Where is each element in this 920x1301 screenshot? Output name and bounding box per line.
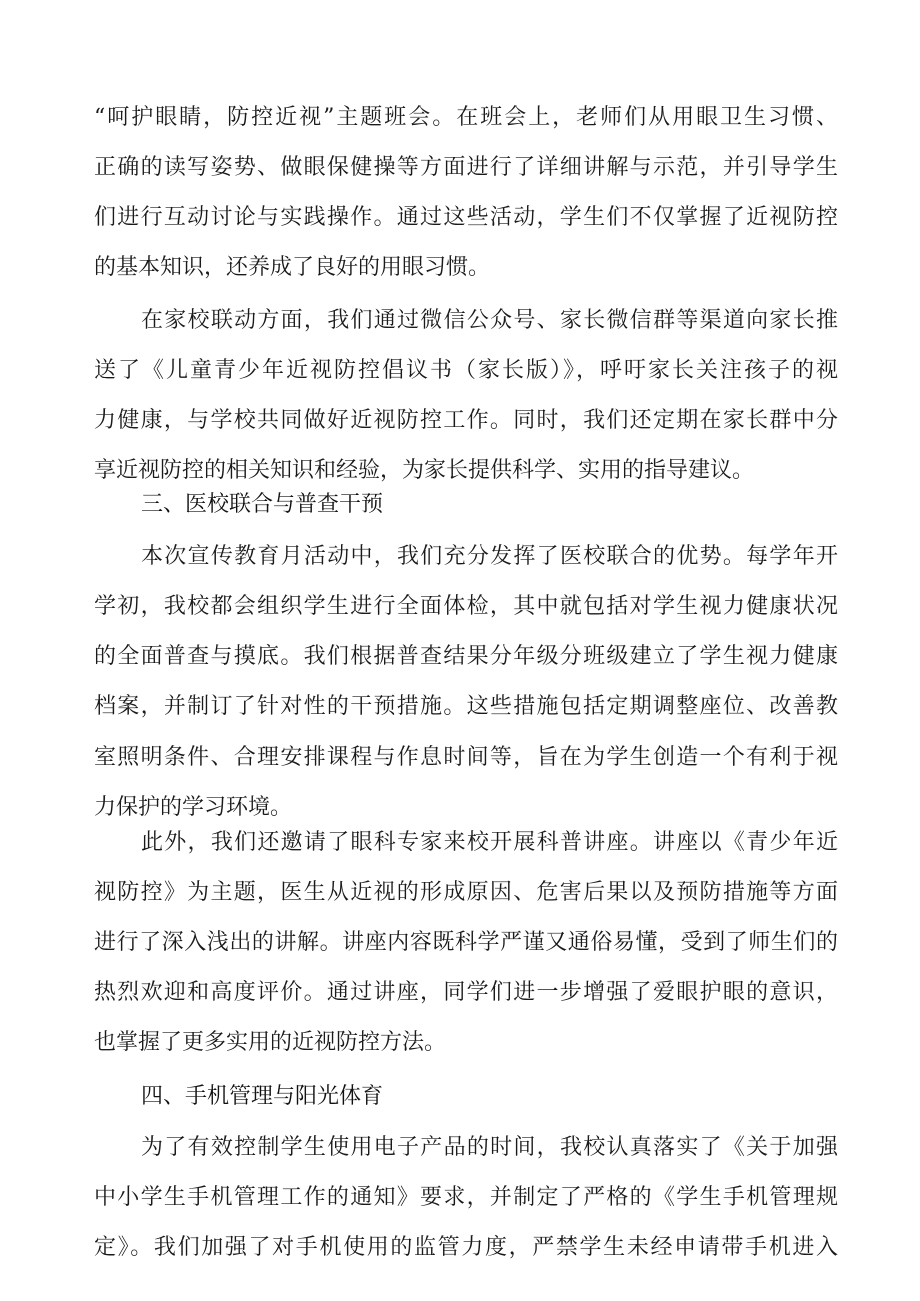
text-line: 在家校联动方面，我们通过微信公众号、家长微信群等渠道向家长推	[141, 308, 838, 333]
section-heading: 四、手机管理与阳光体育	[141, 1084, 384, 1109]
text-line: 的基本知识，还养成了良好的用眼习惯。	[94, 255, 491, 280]
text-line: 们进行互动讨论与实践操作。通过这些活动，学生们不仅掌握了近视防控	[94, 205, 838, 230]
text-line: 为了有效控制学生使用电子产品的时间，我校认真落实了《关于加强	[141, 1135, 838, 1160]
text-line: 的全面普查与摸底。我们根据普查结果分年级分班级建立了学生视力健康	[94, 644, 838, 669]
text-line: 热烈欢迎和高度评价。通过讲座，同学们进一步增强了爱眼护眼的意识，	[94, 980, 838, 1005]
text-line: 送了《儿童青少年近视防控倡议书（家长版）》，呼吁家长关注孩子的视	[94, 358, 838, 383]
text-line: 也掌握了更多实用的近视防控方法。	[94, 1030, 447, 1055]
section-heading: 三、医校联合与普查干预	[141, 492, 384, 517]
text-line: 正确的读写姿势、做眼保健操等方面进行了详细讲解与示范，并引导学生	[94, 155, 838, 180]
text-line: 此外，我们还邀请了眼科专家来校开展科普讲座。讲座以《青少年近	[141, 830, 838, 855]
text-line: 学初，我校都会组织学生进行全面体检，其中就包括对学生视力健康状况	[94, 594, 838, 619]
text-line: 视防控》为主题，医生从近视的形成原因、危害后果以及预防措施等方面	[94, 880, 838, 905]
text-line: 室照明条件、合理安排课程与作息时间等，旨在为学生创造一个有利于视	[94, 745, 838, 770]
text-line: 定》。我们加强了对手机使用的监管力度，严禁学生未经申请带手机进入	[94, 1235, 838, 1260]
text-line: 本次宣传教育月活动中，我们充分发挥了医校联合的优势。每学年开	[141, 544, 838, 569]
text-line: 享近视防控的相关知识和经验，为家长提供科学、实用的指导建议。	[94, 458, 755, 483]
text-line: 力保护的学习环境。	[94, 795, 293, 820]
text-line: 力健康，与学校共同做好近视防控工作。同时，我们还定期在家长群中分	[94, 408, 838, 433]
text-line: “呵护眼睛，防控近视”主题班会。在班会上，老师们从用眼卫生习惯、	[94, 105, 838, 130]
text-line: 档案，并制订了针对性的干预措施。这些措施包括定期调整座位、改善教	[94, 694, 838, 719]
text-line: 进行了深入浅出的讲解。讲座内容既科学严谨又通俗易懂，受到了师生们的	[94, 930, 838, 955]
text-line: 中小学生手机管理工作的通知》要求，并制定了严格的《学生手机管理规	[94, 1185, 838, 1210]
